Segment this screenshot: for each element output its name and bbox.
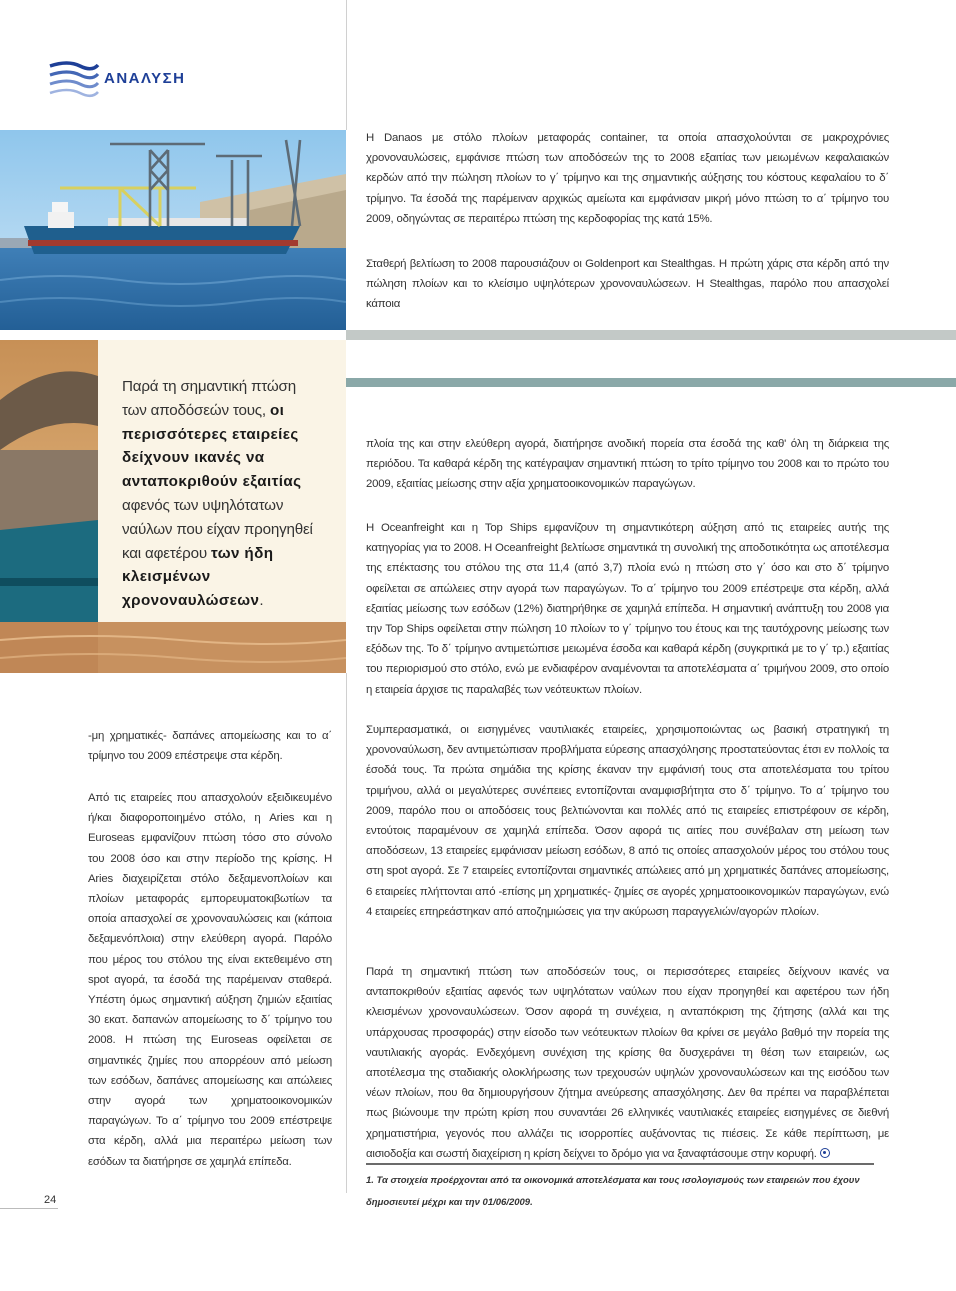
bottom-column-rule <box>346 673 347 1193</box>
pull-quote-bold-2: των ήδη κλεισμένων χρονοναυλώσεων <box>122 544 274 610</box>
paragraph-aries-euroseas: Από τις εταιρείες που απασχολούν εξειδικευμένο ή/και διαφοροποιημένο στόλο, η Aries και η Euroseas εμφανίζουν πτώση τόσο στο σύνολο του 2008 όσο και στην περίοδο της κρίσης. Η Aries διαχειρίζεται στόλο δεξαμενοπλοίων και πλοίων μεταφοράς εμπορευματοκιβωτίων τα οποία απασχολεί σε χρονοναυλώσεις και (κάποια δεξαμενόπλοια) στην ελεύθερη αγορά. Παρόλο που μέρος του στόλου της είναι εκτεθειμένο στη spot αγορά, τα έσοδά της παρέμειναν σταθερά. Υπέστη όμως σημαντική αύξηση ζημιών εξαιτίας 30 εκατ. δαπανών απομείωσης το δ΄ τρίμηνο του 2008. Η πτώση της Euroseas οφείλεται σε σημαντικές ζημίες που απορρέουν από μείωση των εσόδων, δαπάνες απομείωσης και απώλειες στην αγορά των χρηματοοικονομικών παραγώγων. Το α΄ τρίμηνο του 2009 επέστρεψε στα κέρδη, αλλά μια περαιτέρω μείωση των εσόδων τα διατήρησε σε χαμηλά επίπεδα. <box>88 792 332 1168</box>
top-column-rule <box>346 0 347 130</box>
pull-quote-bold-1: οι περισσότερες εταιρείες δείχνουν ικανές να ανταποκριθούν εξαιτίας <box>122 401 302 491</box>
paragraph-conclusion: Συμπερασματικά, οι εισηγμένες ναυτιλιακές εταιρείες, χρησιμοποιώντας ως βασική στρατηγική τη χρονοναύλωση, δεν αντιμετώπισαν προβλήματα εύρεσης απασχόλησης προστατεύοντας έτσι εν πολλοίς τα έσοδά τους. Τα πρώτα σημάδια της κρίσης έκαναν την εμφάνισή τους στα αποτελέσματα του τρίτου τριμήνου, αλλά οι μεγαλύτερες συνέπειες εντοπίζονται αναμφισβήτητα στο δ΄ τρίμηνο. Το α΄ τρίμηνο του 2009, παρόλο που οι αποδόσεις τους βελτιώνονται και πολλές από τις εταιρείες επιστρέφουν σε κέρδη, εντούτοις παραμένουν σε χαμηλά επίπεδα. Όσον αφορά τις αιτίες που συνέβαλαν στη μείωση των αποδόσεων, 13 εταιρείες εμφάνισαν μείωση εσόδων, 8 από τις οποίες απασχολούν μέρος του στόλου τους στη spot αγορά. Σε 7 εταιρείες εντοπίζονται σημαντικές απώλειες από μη χρηματικές δαπάνες απομείωσης, 6 εταιρείες πλήττονται από -επίσης μη χρηματικές- ζημίες σε αγορές χρηματοοικονομικών παραγώγων, ενώ 4 εταιρείες επηρεάστηκαν από αποζημιώσεις για την ακύρωση παραγγελιών/αγορών πλοίων. <box>366 724 889 918</box>
section-title: ΑΝΑΛΥΣΗ <box>104 70 186 87</box>
pull-quote-text-2: αφενός των υψηλότατων ναύλων που είχαν προηγηθεί και αφετέρου <box>122 496 313 562</box>
teal-band <box>346 378 956 387</box>
paragraph-impairment: -μη χρηματικές- δαπάνες απομείωσης και το α΄ τρίμηνο του 2009 επέστρεψε στα κέρδη. <box>88 730 332 763</box>
footnote-rule <box>366 1163 874 1165</box>
pull-quote-end: . <box>259 592 264 610</box>
paragraph-danaos: Η Danaos με στόλο πλοίων μεταφοράς container, τα οποία απασχολούνται σε μακροχρόνιες χρονοναυλώσεις, εμφάνισε πτώση των αποδόσεών της το 2008 εξαιτίας των μειωμένων κεφαλαιακών κερδών από την πώληση πλοίων το γ΄ τρίμηνο και της σημαντικής αύξησης του κόστους κεφαλαίου το δ΄ τρίμηνο. Τα έσοδά της παρέμειναν αρχικώς αμείωτα και εμφάνισαν μικρή μόνο πτώση το α΄ τρίμηνο του 2009, οδηγώντας σε περαιτέρω πτώση της κερδοφορίας της κατά 15%. <box>366 132 889 225</box>
pull-quote-text: Παρά τη σημαντική πτώση των αποδόσεών τους, <box>122 378 296 419</box>
pull-quote <box>98 340 346 622</box>
paragraph-outlook <box>366 962 889 1164</box>
end-of-article-icon <box>820 1148 830 1158</box>
paragraph-outlook-text: Παρά τη σημαντική πτώση των αποδόσεών τους, οι περισσότερες εταιρείες δείχνουν ικανές να ανταποκριθούν εξαιτίας αφενός των υψηλότατων ναύλων που είχαν προηγηθεί και αφετέρου των ήδη κλεισμένων χρονοναυλώσεων. Όσον αφορά τη συνέχεια, η ανταπόκριση της ζήτησης (αλλά και της υπάρχουσας προσφοράς) στην είσοδο των νεότευκτων πλοίων θα κρίνει σε μεγάλο βαθμό την πορεία της ναυτιλιακής αγοράς. Ενδεχόμενη συνέχιση της κρίσης θα δυσχεράνει τη θέση των εταιρειών, ως αποτέλεσμα της σταδιακής ολοκλήρωσης των τρεχουσών υψηλών χρονοναυλώσεων και της εισόδου των νέων πλοίων, που θα δημιουργήσουν ζήτημα ανεύρεσης απασχόλησης. Δεν θα πρέπει να παραβλέπεται πως βιώνουμε την πρώτη κρίση που συναντάει 26 ελληνικές ναυτιλιακές εταιρείες εισηγμένες σε διεθνή χρηματιστήρια, γεγονός που αλλάζει τις ισορροπίες αυξάνοντας τις πιέσεις. Σε κάθε περίπτωση, με αισιοδοξία και σωστή διαχείριση η κρίση δείχνει το δρόμο για να ξαναφτάσουμε στην κορυφή. <box>366 966 889 1160</box>
paragraph-stealthgas: πλοία της και στην ελεύθερη αγορά, διατήρησε ανοδική πορεία στα έσοδά της καθ' όλη τη διάρκεια της περιόδου. Τα καθαρά κέρδη της κατέγραψαν σημαντική πτώση το τρίτο τρίμηνο του 2008 και το πρώτο του 2009, εξαιτίας μείωσης στην αξία χρηματοοικονομικών παραγώγων. <box>366 438 889 491</box>
gray-band <box>346 330 956 340</box>
waves-logo-icon <box>48 58 100 102</box>
port-ship-photo <box>0 130 346 330</box>
page-number-rule <box>0 1208 58 1209</box>
paragraph-oceanfreight: Η Oceanfreight και η Top Ships εμφανίζουν τη σημαντικότερη αύξηση από τις εταιρείες αυτής της κατηγορίας για το 2008. Η Oceanfreight βελτίωσε σημαντικά τη συνολική της αποδοτικότητα ως αποτέλεσμα της επέκτασης του στόλου της στα 11,4 (από 3,7) πλοία ενώ η πτώση στο γ΄ όσο και στο δ΄ τρίμηνο οφείλεται σε απώλειες στην αγορά των παραγώγων. Το α΄ τρίμηνο του 2009 επέστρεψε στα κέρδη, αλλά εξαιτίας μείωσης των εσόδων (12%) διατηρήθηκε σε χαμηλά επίπεδα. Η σημαντική ανάπτυξη του 2008 για την Top Ships οφείλεται στην πώληση 10 πλοίων το γ΄ τρίμηνο του έτους και της ταυτόχρονης μείωσης των εξόδων της. Το δ΄ τρίμηνο αντιμετώπισε μειωμένα έσοδα και καθαρά κέρδη (συγκριτικά με το γ΄ τρ.) εξαιτίας του περιορισμού στο στόλο, ενώ με ενδιαφέρον αναμένονται τα αποτελέσματα α΄ τριμήνου 2009, στο οποίο η εταιρεία άρχισε τις παραλαβές των νεότευκτων πλοίων. <box>366 522 889 696</box>
paragraph-goldenport: Σταθερή βελτίωση το 2008 παρουσιάζουν οι Goldenport και Stealthgas. Η πρώτη χάρις στα κέρδη από την πώληση πλοίων και το κλείσιμο υψηλότερων χρονοναυλώσεων. Η Stealthgas, παρόλο που απασχολεί κάποια <box>366 258 889 311</box>
footnote: 1. Τα στοιχεία προέρχονται από τα οικονομικά αποτελέσματα και τους ισολογισμούς των εταιρειών που έχουν δημοσιευτεί μέχρι και την 01/06/2009. <box>366 1175 860 1208</box>
page-number: 24 <box>44 1194 57 1206</box>
